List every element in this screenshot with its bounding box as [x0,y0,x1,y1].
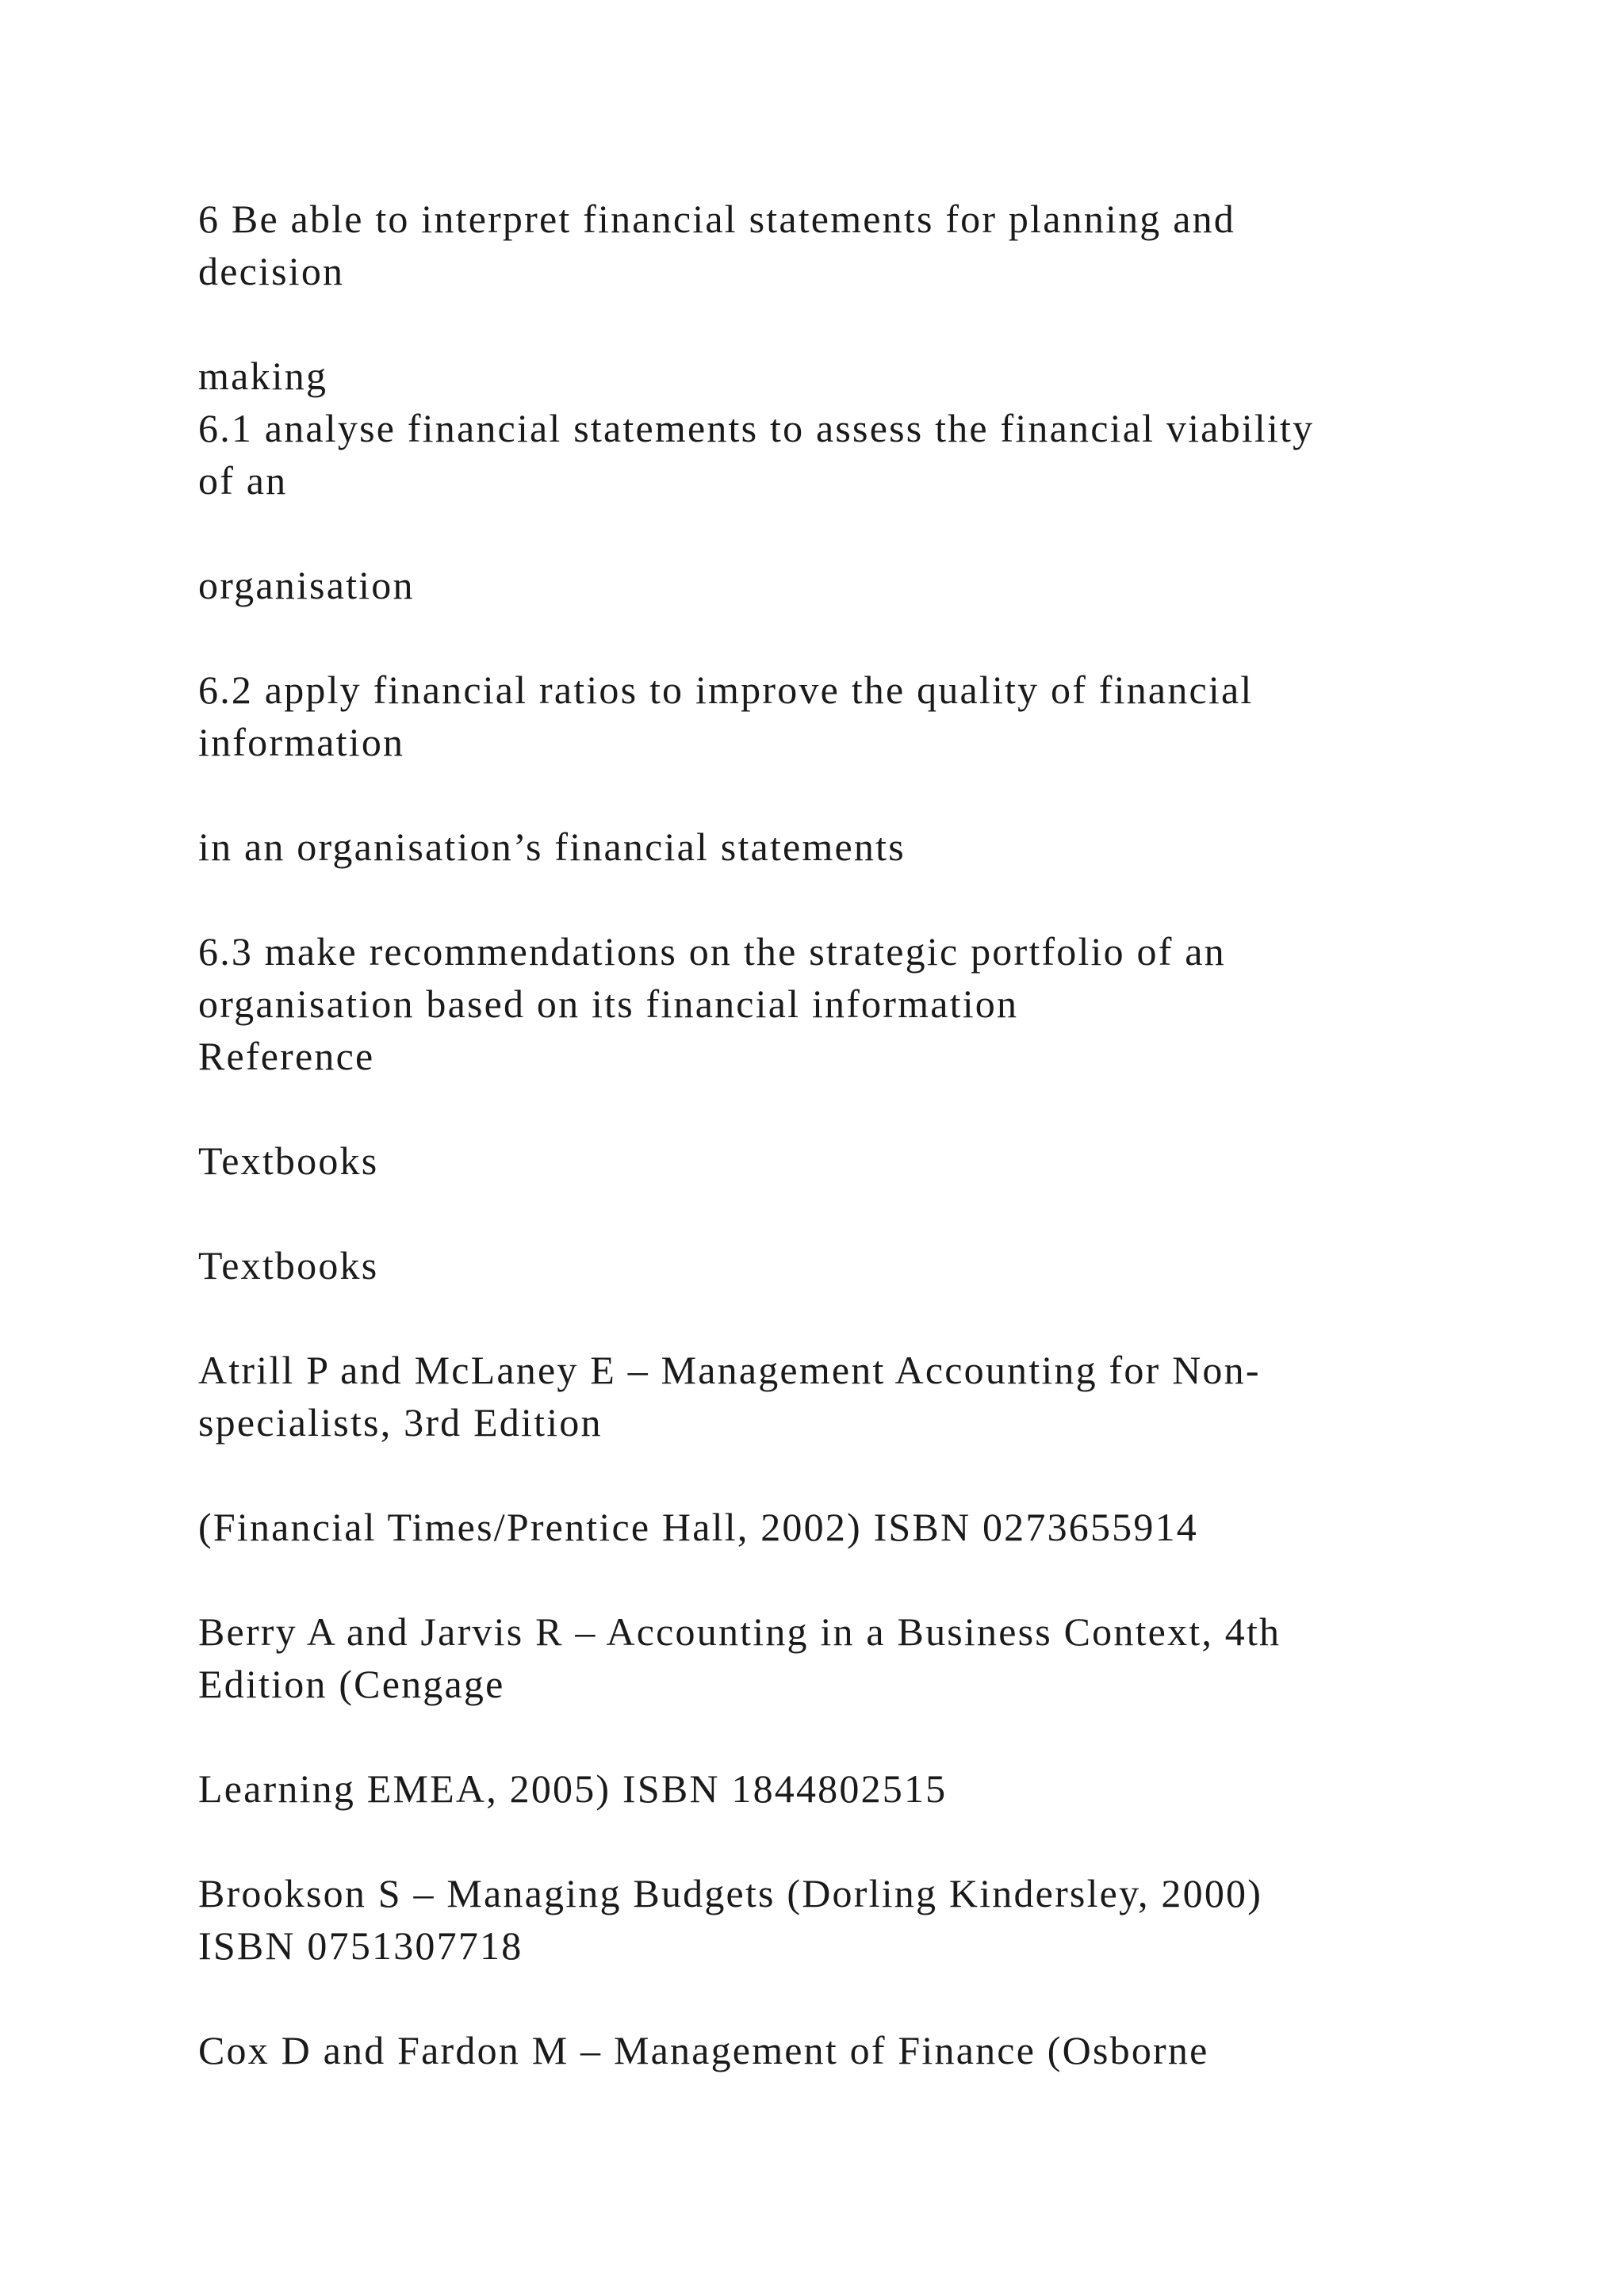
reference-entry: Brookson S – Managing Budgets (Dorling Kindersley, 2000) [198,1871,1263,1915]
text-line: making [198,354,328,398]
blank-line [198,1815,1467,1867]
blank-line [198,1448,1467,1501]
blank-line [198,768,1467,821]
text-line: decision [198,249,345,293]
text-line: 6.1 analyse financial statements to assess the financial viability [198,406,1315,450]
blank-line [198,611,1467,664]
reference-entry: Berry A and Jarvis R – Accounting in a Business Context, 4th [198,1609,1281,1654]
text-line: of an [198,458,288,503]
blank-line [198,1710,1467,1762]
text-line: 6.3 make recommendations on the strategic portfolio of an [198,929,1226,974]
text-line: organisation based on its financial information [198,982,1019,1026]
section-heading-textbooks: Textbooks [198,1243,379,1288]
reference-entry: Cox D and Fardon M – Management of Finance (Osborne [198,2028,1209,2072]
section-heading-reference: Reference [198,1034,375,1078]
blank-line [198,297,1467,350]
blank-line [198,1292,1467,1344]
text-line: 6 Be able to interpret financial statements for planning and [198,197,1236,241]
reference-entry: Learning EMEA, 2005) ISBN 1844802515 [198,1766,948,1811]
reference-entry: Edition (Cengage [198,1662,505,1706]
blank-line [198,1553,1467,1605]
reference-entry: (Financial Times/Prentice Hall, 2002) ISBN 0273655914 [198,1505,1198,1549]
text-line: organisation [198,563,415,607]
blank-line [198,1972,1467,2024]
document-body [198,193,1467,2076]
blank-line [198,873,1467,925]
blank-line [198,1187,1467,1239]
section-heading-textbooks: Textbooks [198,1138,379,1183]
blank-line [198,507,1467,559]
reference-entry: specialists, 3rd Edition [198,1400,603,1445]
reference-entry: ISBN 0751307718 [198,1923,523,1968]
reference-entry: Atrill P and McLaney E – Management Accounting for Non- [198,1348,1261,1392]
text-line: 6.2 apply financial ratios to improve the quality of financial [198,668,1254,712]
text-line: information [198,720,405,764]
blank-line [198,1082,1467,1135]
text-line: in an organisation’s financial statements [198,825,906,869]
